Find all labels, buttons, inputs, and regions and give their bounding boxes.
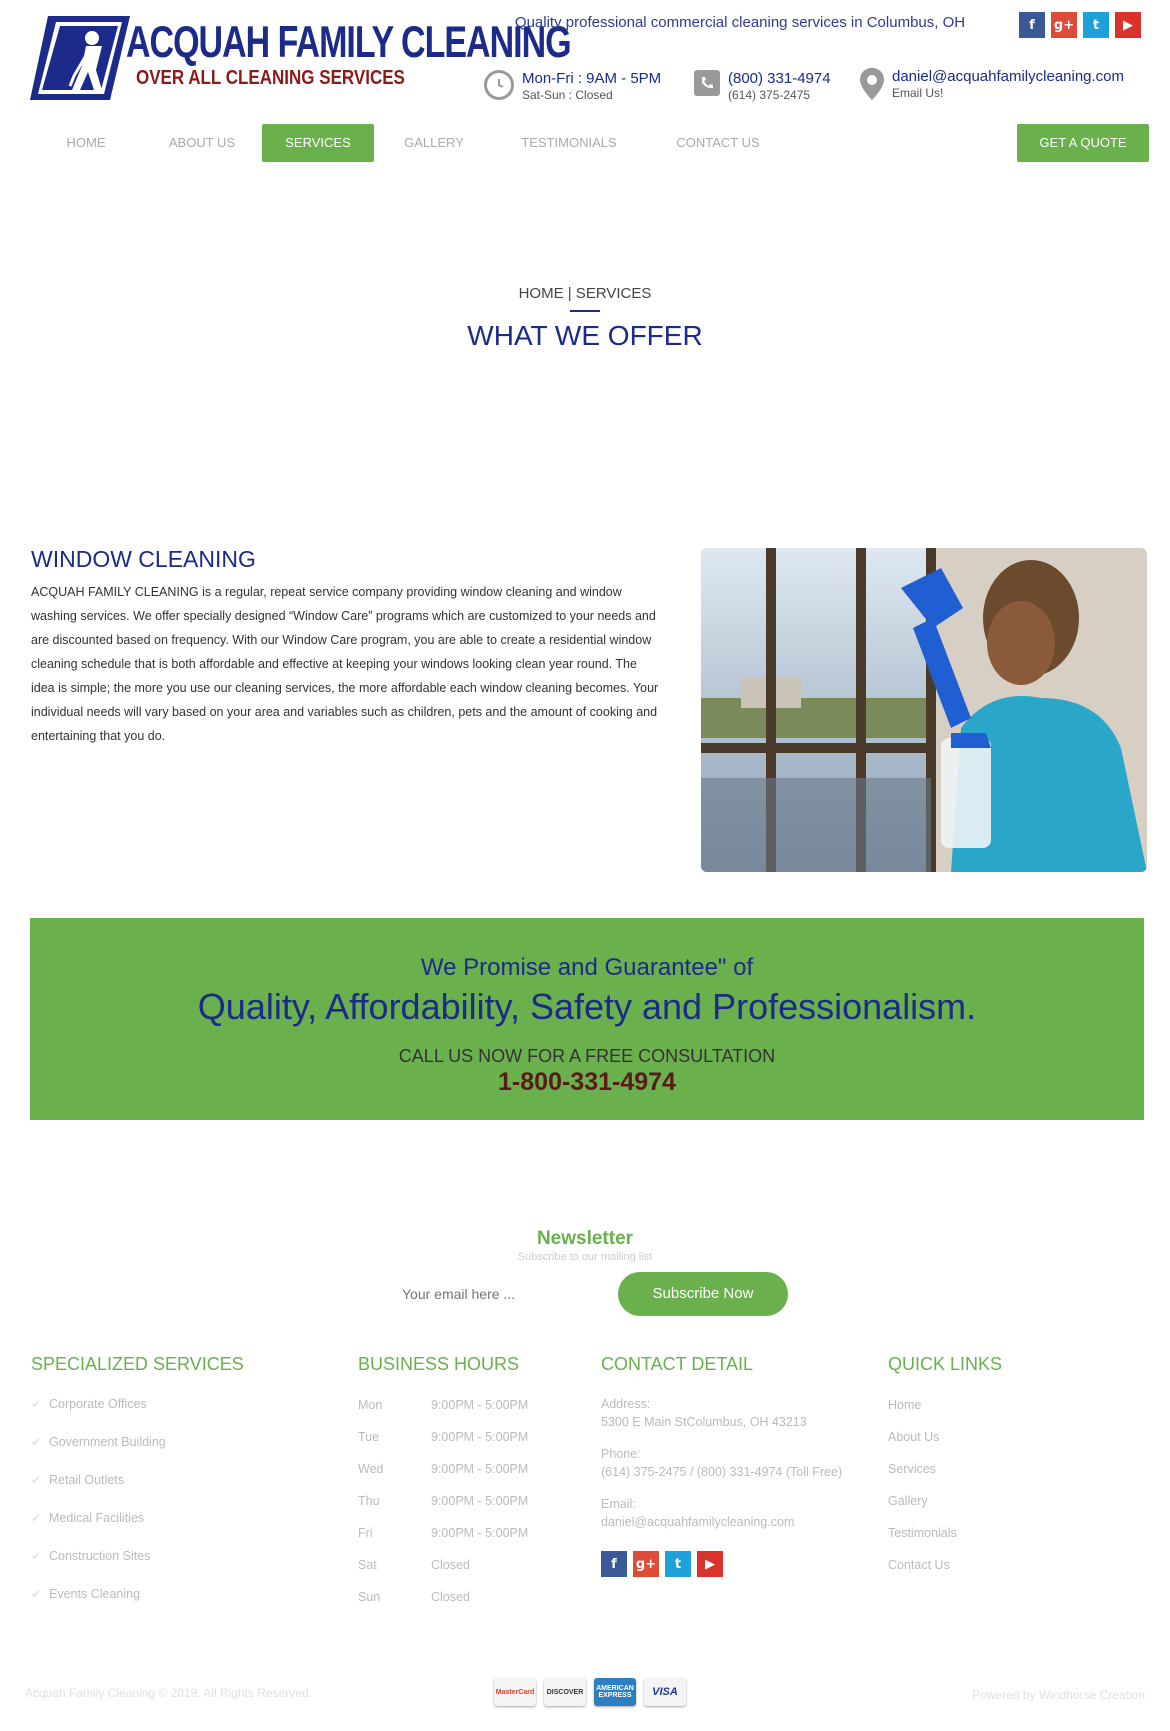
hours-day: Sun: [358, 1590, 381, 1604]
check-icon: ✔: [31, 1511, 42, 1525]
phone-value[interactable]: (614) 375-2475 / (800) 331-4974 (Toll Free): [601, 1465, 843, 1479]
hours-time: 9:00PM - 5:00PM: [431, 1462, 529, 1476]
address-value: 5300 E Main StColumbus, OH 43213: [601, 1415, 807, 1429]
google-plus-icon[interactable]: g+: [633, 1551, 659, 1577]
phone-icon: [694, 70, 720, 96]
hours-row: [358, 1421, 528, 1453]
amex-icon: AMERICAN EXPRESS: [594, 1678, 636, 1706]
facebook-icon[interactable]: f: [601, 1551, 627, 1577]
title-divider: [570, 310, 600, 312]
get-a-quote-button[interactable]: GET A QUOTE: [1017, 124, 1149, 162]
service-label: Construction Sites: [49, 1549, 151, 1563]
youtube-icon[interactable]: ▶: [697, 1551, 723, 1577]
visa-icon: VISA: [644, 1678, 686, 1706]
footer-links-title: QUICK LINKS: [888, 1354, 1003, 1374]
discover-icon: DISCOVER: [544, 1678, 586, 1706]
guarantee-banner: [30, 918, 1144, 1120]
hours-day: Mon: [358, 1398, 383, 1412]
twitter-icon[interactable]: t: [1083, 12, 1109, 38]
phone-main[interactable]: (800) 331-4974: [728, 70, 831, 87]
phone-info: [694, 70, 831, 102]
phone-label: Phone:: [601, 1447, 641, 1461]
email-main[interactable]: daniel@acquahfamilycleaning.com: [892, 68, 1125, 85]
phone-sub[interactable]: (614) 375-2475: [728, 88, 811, 102]
hours-row: [358, 1517, 528, 1549]
hours-time: 9:00PM - 5:00PM: [431, 1526, 529, 1540]
footer-hours-title: BUSINESS HOURS: [358, 1354, 520, 1374]
google-plus-icon[interactable]: g+: [1051, 12, 1077, 38]
hours-time: Closed: [431, 1590, 470, 1604]
banner-line3: CALL US NOW FOR A FREE CONSULTATION: [398, 1046, 776, 1066]
hours-info: [484, 70, 661, 102]
footer-link-gallery[interactable]: Gallery: [888, 1494, 928, 1508]
main-nav: [30, 124, 792, 162]
hours-time: 9:00PM - 5:00PM: [431, 1430, 529, 1444]
banner-line1: We Promise and Guarantee" of: [420, 954, 754, 981]
hours-day: Sat: [358, 1558, 377, 1572]
footer-hours: [358, 1354, 528, 1613]
nav-services[interactable]: SERVICES: [262, 124, 374, 162]
hours-sub: Sat-Sun : Closed: [522, 88, 613, 102]
service-label: Retail Outlets: [49, 1473, 125, 1487]
hours-row: [358, 1389, 528, 1421]
service-label: Events Cleaning: [49, 1587, 141, 1601]
nav-home[interactable]: HOME: [66, 135, 106, 150]
email-sub: Email Us!: [892, 86, 944, 100]
check-icon: ✔: [31, 1473, 42, 1487]
hours-time: 9:00PM - 5:00PM: [431, 1494, 529, 1508]
payment-cards: [494, 1678, 686, 1706]
footer-link-home[interactable]: Home: [888, 1398, 922, 1412]
footer-link-testimonials[interactable]: Testimonials: [888, 1526, 957, 1540]
nav-about-us[interactable]: ABOUT US: [168, 135, 236, 150]
check-icon: ✔: [31, 1587, 42, 1601]
service-item[interactable]: [31, 1385, 244, 1423]
banner-phone[interactable]: 1-800-331-4974: [498, 1068, 676, 1096]
clock-icon: [484, 70, 514, 100]
nav-testimonials[interactable]: TESTIMONIALS: [521, 135, 617, 150]
youtube-icon[interactable]: ▶: [1115, 12, 1141, 38]
hours-time: 9:00PM - 5:00PM: [431, 1398, 529, 1412]
hours-day: Fri: [358, 1526, 373, 1540]
footer-link-contact-us[interactable]: Contact Us: [888, 1558, 950, 1572]
footer-services-title: SPECIALIZED SERVICES: [31, 1354, 244, 1374]
hours-main: Mon-Fri : 9AM - 5PM: [522, 70, 662, 87]
mastercard-icon: MasterCard: [494, 1678, 536, 1706]
service-label: Corporate Offices: [49, 1397, 147, 1411]
page-title: WHAT WE OFFER: [467, 320, 703, 351]
breadcrumb[interactable]: HOME | SERVICES: [518, 285, 652, 302]
section-title: WINDOW CLEANING: [31, 546, 256, 572]
banner-line2: Quality, Affordability, Safety and Professionalism.: [197, 986, 977, 1027]
hours-row: [358, 1485, 528, 1517]
powered-by[interactable]: Powered by Windhorse Creation: [972, 1688, 1145, 1702]
email-value[interactable]: daniel@acquahfamilycleaning.com: [601, 1515, 795, 1529]
email-info: [860, 68, 1124, 105]
hours-row: [358, 1581, 528, 1613]
hours-day: Tue: [358, 1430, 380, 1444]
header-social: [1019, 12, 1141, 38]
service-item[interactable]: [31, 1499, 244, 1537]
footer-contact: [601, 1354, 861, 1577]
hours-row: [358, 1453, 528, 1485]
check-icon: ✔: [31, 1397, 42, 1411]
service-item[interactable]: [31, 1575, 244, 1613]
check-icon: ✔: [31, 1549, 42, 1563]
footer-link-services[interactable]: Services: [888, 1462, 936, 1476]
subscribe-button[interactable]: Subscribe Now: [618, 1272, 788, 1316]
footer-links: [888, 1354, 1002, 1581]
service-item[interactable]: [31, 1461, 244, 1499]
twitter-icon[interactable]: t: [665, 1551, 691, 1577]
logo-line1: ACQUAH FAMILY CLEANING: [126, 18, 571, 68]
map-pin-icon: [860, 68, 884, 105]
nav-gallery[interactable]: GALLERY: [404, 135, 464, 150]
logo-line2: OVER ALL CLEANING SERVICES: [136, 66, 405, 89]
service-item[interactable]: [31, 1537, 244, 1575]
footer-link-about-us[interactable]: About Us: [888, 1430, 940, 1444]
newsletter-subtitle: Subscribe to our mailing list: [517, 1251, 653, 1263]
email-label: Email:: [601, 1497, 636, 1511]
service-item[interactable]: [31, 1423, 244, 1461]
site-logo[interactable]: [30, 16, 571, 100]
check-icon: ✔: [31, 1435, 42, 1449]
hours-day: Wed: [358, 1462, 384, 1476]
hours-time: Closed: [431, 1558, 470, 1572]
newsletter-title: Newsletter: [536, 1228, 634, 1249]
service-label: Medical Facilities: [49, 1511, 145, 1525]
footer-contact-title: CONTACT DETAIL: [601, 1354, 754, 1374]
facebook-icon[interactable]: f: [1019, 12, 1045, 38]
copyright: Acquah Family Cleaning © 2019. All Rights Reserved.: [25, 1686, 312, 1700]
footer-services: [31, 1354, 244, 1613]
hours-row: [358, 1549, 528, 1581]
header-tagline: Quality professional commercial cleaning services in Columbus, OH: [514, 14, 966, 31]
section-body: ACQUAH FAMILY CLEANING is a regular, repeat service company providing window cleaning and window washing services. We offer specially designed “Window Care” programs which are customized to your needs and are discounted based on frequency. With our Window Care program, you are able to create a residential window cleaning schedule that is both affordable and effective at keeping your windows looking clean year round. The idea is simple; the more you use our cleaning services, the more affordable each window cleaning becomes. Your individual needs will vary based on your area and variables such as children, pets and the amount of cooking and entertaining that you do.: [31, 585, 659, 743]
nav-contact-us[interactable]: CONTACT US: [676, 135, 760, 150]
newsletter-email-input[interactable]: [400, 1272, 614, 1316]
footer-social: [601, 1551, 861, 1577]
hours-day: Thu: [358, 1494, 380, 1508]
window-cleaning-photo: [701, 548, 1147, 872]
address-label: Address:: [601, 1397, 651, 1411]
service-label: Government Building: [49, 1435, 166, 1449]
